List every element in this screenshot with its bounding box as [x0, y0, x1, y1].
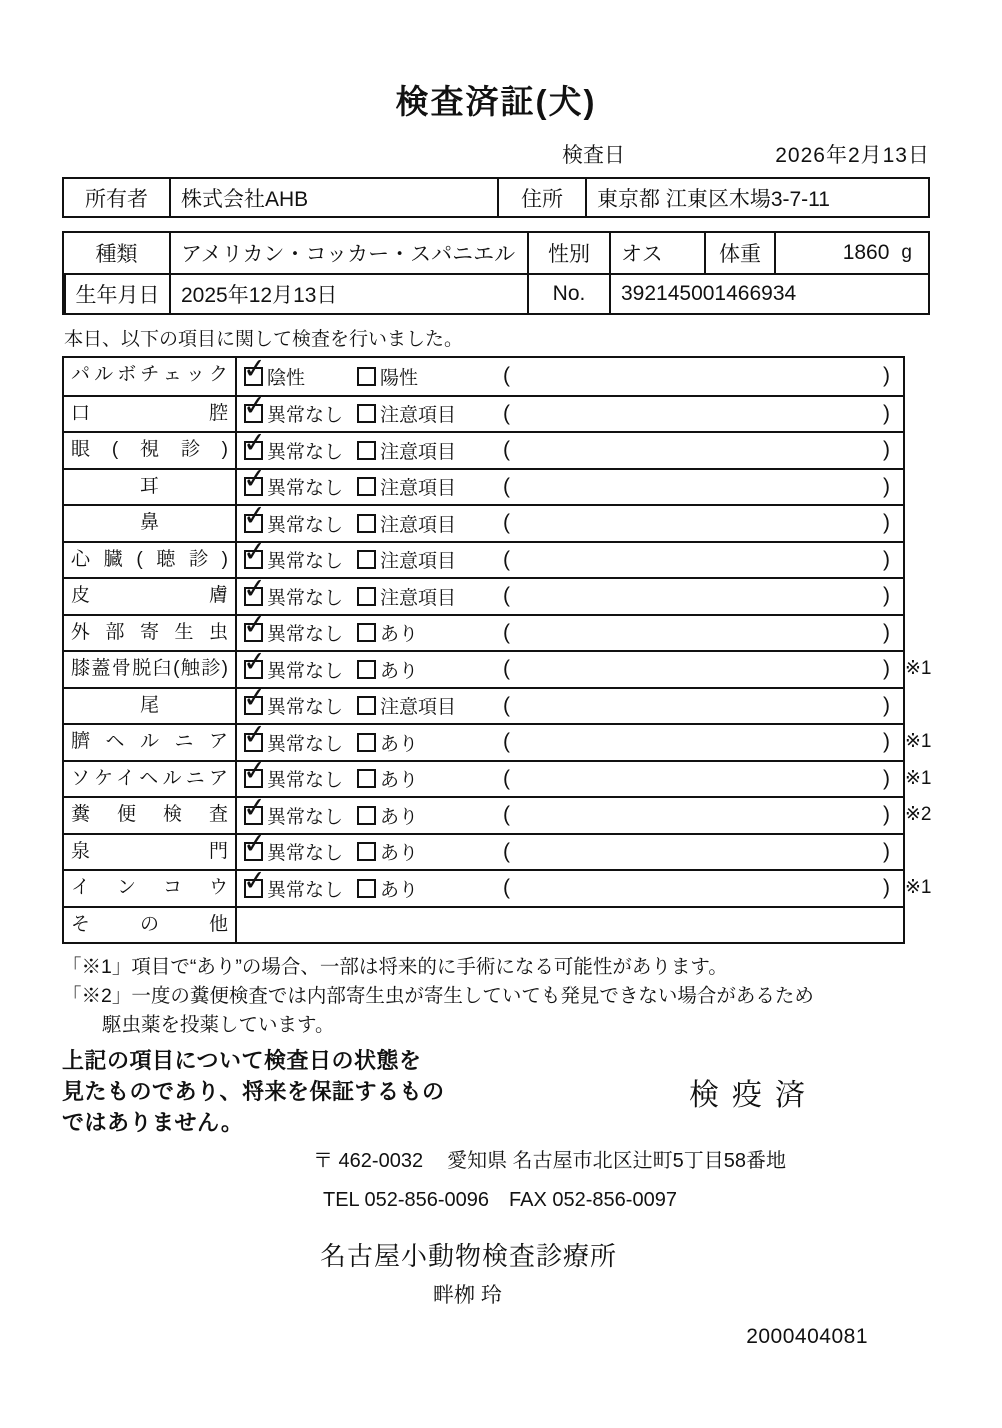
checklist-row [64, 541, 903, 578]
paren-close: ) [883, 876, 890, 900]
option-2-label: 陽性 [380, 367, 419, 389]
checkbox-result-1-icon [244, 477, 263, 496]
option-1-label: 異常なし [267, 551, 344, 573]
checkbox-result-2-icon [357, 879, 376, 898]
remarks-field [503, 438, 903, 462]
option-1-label: 異常なし [267, 405, 344, 427]
paren-close: ) [883, 474, 890, 498]
inspection-date-value: 2026年2月13日 [775, 144, 930, 167]
checklist-intro: 本日、以下の項目に関して検査を行いました。 [64, 329, 464, 350]
checklist-item-label: その他 [64, 908, 237, 943]
clinic-address: 愛知県 名古屋市北区辻町5丁目58番地 [447, 1150, 787, 1172]
option-1-label: 異常なし [267, 770, 344, 792]
checkbox-result-2-icon [357, 696, 376, 715]
checklist-item-label: インコウ [64, 871, 237, 906]
weight-value: 1860 g [774, 233, 928, 273]
option-2-label: 注意項目 [380, 405, 457, 427]
checklist-item-label: 糞便検査 [64, 798, 237, 833]
breed-value: アメリカン・コッカー・スパニエル [169, 233, 527, 273]
postal-code: 〒 462-0032 [313, 1150, 424, 1172]
paren-close: ) [883, 730, 890, 754]
footnotes [62, 953, 930, 1040]
option-1-label: 陰性 [267, 367, 306, 389]
checkbox-result-2-icon [357, 733, 376, 752]
veterinarian-name: 畔栁 玲 [433, 1284, 502, 1307]
remarks-field [503, 511, 903, 535]
checklist-item-label: ソケイヘルニア [64, 762, 237, 797]
option-1-label: 異常なし [267, 806, 344, 828]
checklist-item-label: パルボチェック [64, 358, 237, 395]
clinic-name: 名古屋小動物検査診療所 [320, 1241, 618, 1271]
checkbox-result-1-icon [244, 367, 263, 386]
checkbox-result-2-icon [357, 806, 376, 825]
remarks-field [503, 767, 903, 791]
checklist-row [64, 577, 903, 614]
option-2-label: 注意項目 [380, 441, 457, 463]
option-2-label: あり [380, 733, 419, 755]
paren-close: ) [883, 839, 890, 863]
paren-open: ( [503, 839, 510, 863]
address-label: 住所 [497, 179, 585, 216]
reference-mark: ※1 [905, 877, 932, 898]
option-1-label: 異常なし [267, 514, 344, 536]
option-2-label: あり [380, 879, 419, 901]
option-1-label: 異常なし [267, 843, 344, 865]
owner-value: 株式会社AHB [169, 179, 497, 216]
checklist-row [64, 833, 903, 870]
option-1-label: 異常なし [267, 660, 344, 682]
checkbox-result-1-icon [244, 550, 263, 569]
paren-open: ( [503, 584, 510, 608]
checklist-item-label: 口腔 [64, 397, 237, 432]
option-2-label: 注意項目 [380, 514, 457, 536]
disclaimer-section [62, 1045, 930, 1138]
paren-open: ( [503, 657, 510, 681]
checkbox-result-1-icon [244, 733, 263, 752]
checkbox-result-1-icon [244, 623, 263, 642]
weight-label: 体重 [704, 233, 774, 273]
weight-unit: g [901, 242, 912, 263]
checkbox-result-2-icon [357, 367, 376, 386]
paren-close: ) [883, 547, 890, 571]
paren-open: ( [503, 474, 510, 498]
option-1-label: 異常なし [267, 697, 344, 719]
reference-mark: ※2 [905, 804, 932, 825]
checklist-item-label: 耳 [64, 470, 237, 505]
checklist-row [64, 869, 932, 906]
checklist-item-label: 眼(視診) [64, 433, 237, 468]
option-1-label: 異常なし [267, 441, 344, 463]
inspection-date-label: 検査日 [562, 144, 625, 167]
paren-close: ) [883, 803, 890, 827]
serial-number: 2000404081 [746, 1325, 868, 1348]
paren-open: ( [503, 547, 510, 571]
option-2-label: 注意項目 [380, 478, 457, 500]
paren-open: ( [503, 693, 510, 717]
paren-open: ( [503, 364, 510, 388]
checkbox-result-2-icon [357, 441, 376, 460]
checklist-item-label: 外部寄生虫 [64, 616, 237, 651]
address-value: 東京都 江東区木場3-7-11 [585, 179, 928, 216]
option-2-label: 注意項目 [380, 697, 457, 719]
checkbox-result-2-icon [357, 477, 376, 496]
footnote-1: 「※1」項目で“あり”の場合、一部は将来的に手術になる可能性があります。 [62, 956, 728, 978]
paren-open: ( [503, 511, 510, 535]
number-label: No. [527, 273, 609, 313]
paren-close: ) [883, 584, 890, 608]
paren-close: ) [883, 620, 890, 644]
remarks-field [503, 364, 903, 388]
inspection-date-row [62, 141, 930, 169]
checklist-row [64, 468, 903, 505]
checklist-row [64, 796, 932, 833]
option-1-label: 異常なし [267, 478, 344, 500]
checkbox-result-1-icon [244, 404, 263, 423]
checklist-item-label: 鼻 [64, 506, 237, 541]
footnote-2-line2: 駆虫薬を投薬しています。 [102, 1014, 335, 1036]
paren-close: ) [883, 364, 890, 388]
clinic-tel-line [323, 1189, 930, 1212]
remarks-field [503, 730, 903, 754]
paren-close: ) [883, 438, 890, 462]
option-1-label: 異常なし [267, 879, 344, 901]
remarks-field [503, 548, 903, 572]
option-1-label: 異常なし [267, 733, 344, 755]
checklist-row [64, 687, 903, 724]
checkbox-result-1-icon [244, 806, 263, 825]
checkbox-result-1-icon [244, 660, 263, 679]
remarks-field [503, 621, 903, 645]
checklist-table [62, 356, 932, 944]
birth-label: 生年月日 [64, 273, 169, 313]
checklist-item-label: 臍ヘルニア [64, 725, 237, 760]
remarks-field [503, 402, 903, 426]
paren-open: ( [503, 401, 510, 425]
checklist-item-label: 膝蓋骨脱臼(触診) [64, 652, 237, 687]
checkbox-result-2-icon [357, 514, 376, 533]
number-value: 392145001466934 [609, 273, 928, 313]
checkbox-result-2-icon [357, 550, 376, 569]
checklist-item-label: 尾 [64, 689, 237, 724]
reference-mark: ※1 [905, 731, 932, 752]
page-title: 検査済証(犬) [395, 83, 597, 120]
checkbox-result-1-icon [244, 842, 263, 861]
checkbox-result-2-icon [357, 660, 376, 679]
checkbox-result-1-icon [244, 696, 263, 715]
checklist-item-label: 皮膚 [64, 579, 237, 614]
paren-open: ( [503, 766, 510, 790]
paren-open: ( [503, 803, 510, 827]
checklist-row [64, 723, 932, 760]
paren-open: ( [503, 620, 510, 644]
option-2-label: あり [380, 624, 419, 646]
checklist-row [64, 650, 932, 687]
option-1-label: 異常なし [267, 587, 344, 609]
option-2-label: あり [380, 843, 419, 865]
checklist-row [64, 614, 903, 651]
checkbox-result-1-icon [244, 441, 263, 460]
paren-close: ) [883, 511, 890, 535]
checkbox-result-1-icon [244, 769, 263, 788]
footnote-2-line1: 「※2」一度の糞便検査では内部寄生虫が寄生していても発見できない場合があるため [62, 985, 814, 1007]
quarantine-stamp: 検疫済 [689, 1078, 818, 1112]
option-2-label: あり [380, 660, 419, 682]
paren-close: ) [883, 766, 890, 790]
clinic-postal-line [313, 1144, 930, 1173]
animal-table [62, 231, 930, 315]
checkbox-result-1-icon [244, 879, 263, 898]
checkbox-result-2-icon [357, 587, 376, 606]
remarks-field [503, 475, 903, 499]
checklist-row [64, 358, 903, 395]
owner-table [62, 177, 930, 218]
option-2-label: あり [380, 806, 419, 828]
option-1-label: 異常なし [267, 624, 344, 646]
checklist-item-label: 泉門 [64, 835, 237, 870]
remarks-field [503, 876, 903, 900]
checkbox-result-1-icon [244, 514, 263, 533]
remarks-field [503, 657, 903, 681]
checkbox-result-2-icon [357, 623, 376, 642]
checkbox-result-2-icon [357, 769, 376, 788]
remarks-field [503, 840, 903, 864]
sex-value: オス [609, 233, 704, 273]
birth-value: 2025年12月13日 [169, 273, 527, 313]
paren-open: ( [503, 730, 510, 754]
checklist-row [64, 395, 903, 432]
checklist-item-label: 心臓(聴診) [64, 543, 237, 578]
checklist-row [64, 431, 903, 468]
remarks-field [503, 584, 903, 608]
option-2-label: 注意項目 [380, 551, 457, 573]
reference-mark: ※1 [905, 767, 932, 789]
reference-mark: ※1 [905, 658, 932, 679]
checklist-row [64, 504, 903, 541]
owner-label: 所有者 [85, 187, 148, 211]
paren-close: ) [883, 657, 890, 681]
option-2-label: 注意項目 [380, 587, 457, 609]
clinic-fax: FAX 052-856-0097 [509, 1189, 677, 1211]
checkbox-result-1-icon [244, 587, 263, 606]
breed-label: 種類 [95, 243, 138, 266]
sex-label: 性別 [527, 233, 609, 273]
paren-close: ) [883, 693, 890, 717]
disclaimer-text: 上記の項目について検査日の状態を 見たものであり、将来を保証するもの ではありません。 [62, 1048, 445, 1135]
checkbox-result-2-icon [357, 404, 376, 423]
checklist-row [64, 760, 932, 797]
paren-open: ( [503, 876, 510, 900]
remarks-field [503, 694, 903, 718]
remarks-field [503, 803, 903, 827]
paren-open: ( [503, 438, 510, 462]
option-2-label: あり [380, 770, 419, 792]
clinic-tel: TEL 052-856-0096 [323, 1189, 490, 1211]
paren-close: ) [883, 401, 890, 425]
checkbox-result-2-icon [357, 842, 376, 861]
checklist-row [64, 906, 903, 943]
